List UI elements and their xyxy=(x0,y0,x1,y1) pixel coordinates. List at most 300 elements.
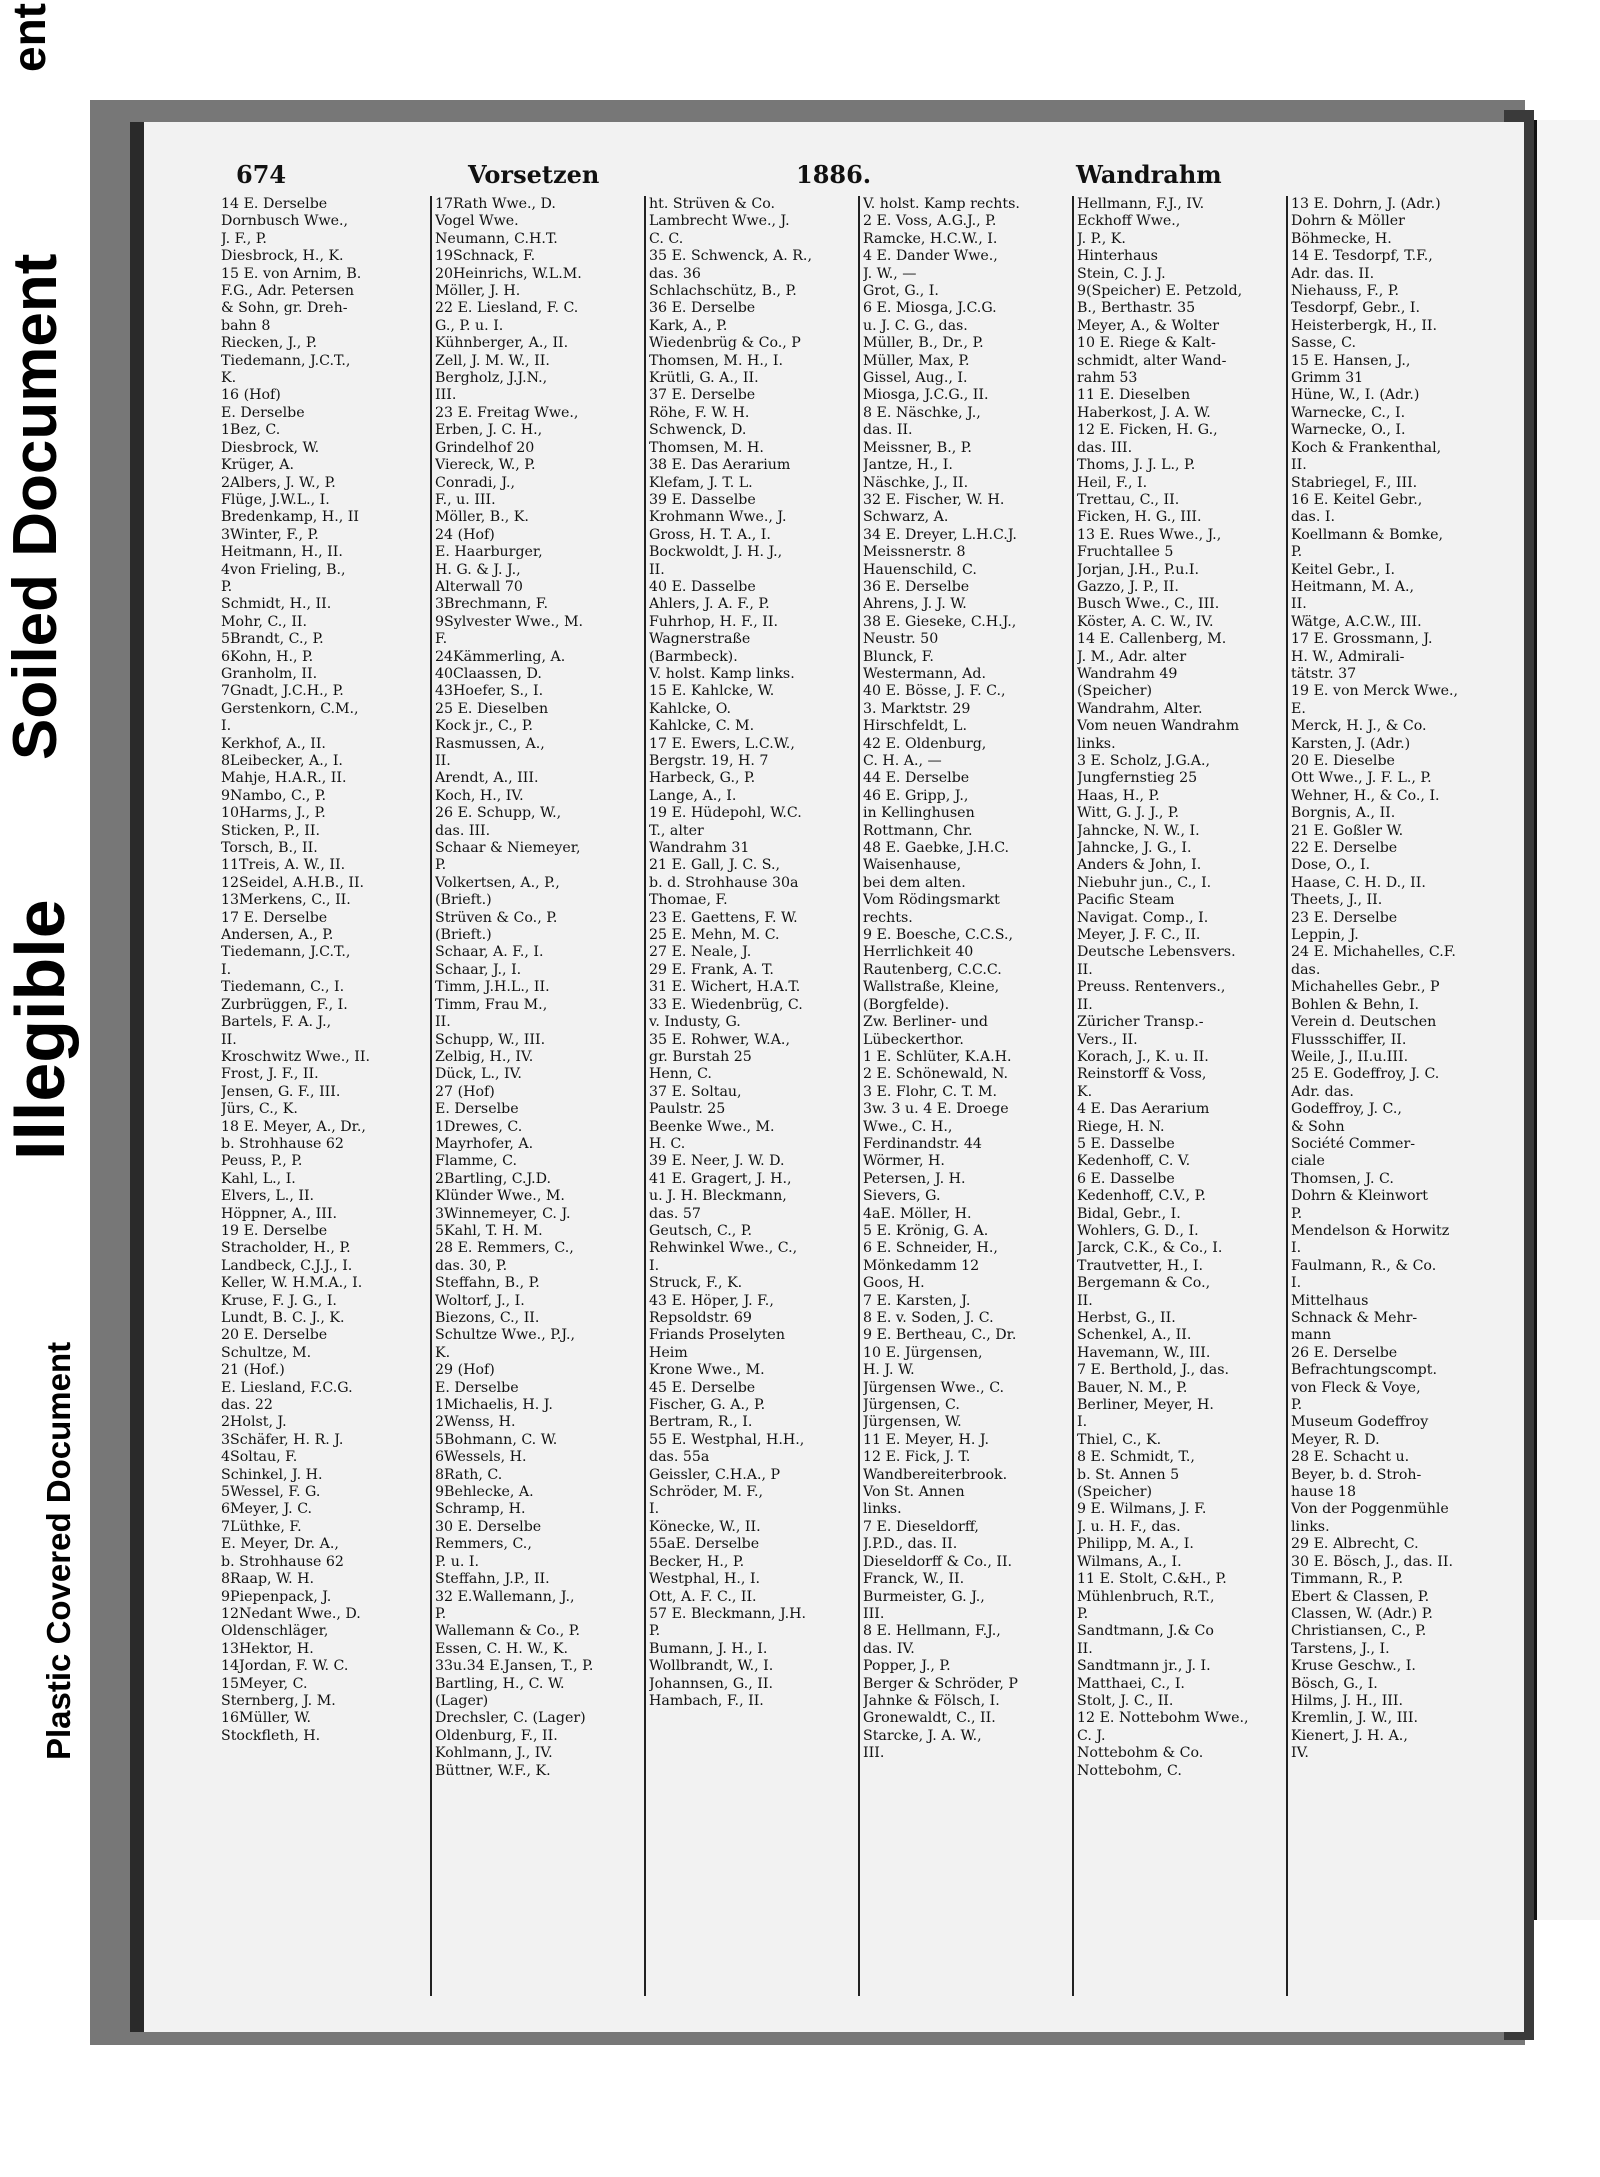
directory-entry: Drechsler, C. (Lager) xyxy=(435,1710,586,1727)
directory-entry: J. P., K. xyxy=(1077,230,1126,247)
directory-entry: 6Wessels, H. xyxy=(435,1449,527,1466)
directory-entry: bahn 8 xyxy=(221,317,271,334)
directory-entry: 7 E. Karsten, J. xyxy=(863,1292,971,1309)
directory-entry: Sasse, C. xyxy=(1291,335,1357,352)
directory-entry: Berger & Schröder, P xyxy=(863,1675,1018,1692)
directory-entry: 25 E. Godeffroy, J. C. xyxy=(1291,1066,1440,1083)
directory-entry: Bartels, F. A. J., xyxy=(221,1014,332,1031)
directory-entry: Grimm 31 xyxy=(1291,370,1364,387)
directory-entry: Kruse Geschw., I. xyxy=(1291,1658,1416,1675)
directory-entry: Blunck, F. xyxy=(863,648,934,665)
directory-entry: Kark, A., P. xyxy=(649,317,728,334)
directory-entry: 17Rath Wwe., D. xyxy=(435,196,556,212)
directory-entry: E. xyxy=(1291,700,1306,717)
directory-entry: P. xyxy=(1291,544,1303,561)
directory-entry: J.P.D., das. II. xyxy=(863,1536,958,1553)
directory-entry: Arendt, A., III. xyxy=(435,770,539,787)
directory-entry: Volkertsen, A., P., xyxy=(435,874,560,891)
directory-entry: 23 E. Derselbe xyxy=(1291,909,1398,926)
directory-entry: Fischer, G. A., P. xyxy=(649,1397,766,1414)
directory-entry: Fruchtallee 5 xyxy=(1077,544,1174,561)
directory-entry: Warnecke, C., I. xyxy=(1291,404,1406,421)
directory-entry: 11 E. Meyer, H. J. xyxy=(863,1431,990,1448)
column-3 xyxy=(646,196,860,1996)
directory-entry: E. Derselbe xyxy=(435,1101,519,1118)
directory-entry: 10Harms, J., P. xyxy=(221,805,326,822)
directory-entry: Krütli, G. A., II. xyxy=(649,370,759,387)
directory-entry: 14 E. Tesdorpf, T.F., xyxy=(1291,248,1433,265)
directory-entry: Schwenck, D. xyxy=(649,422,747,439)
directory-entry: 1 E. Schlüter, K.A.H. xyxy=(863,1048,1012,1065)
left-street-title: Vorsetzen xyxy=(468,160,600,189)
directory-entry: von Fleck & Voye, xyxy=(1291,1379,1421,1396)
directory-entry: Müller, Max, P. xyxy=(863,352,970,369)
directory-entry: P. u. I. xyxy=(435,1553,479,1570)
directory-entry: 8 E. v. Soden, J. C. xyxy=(863,1310,994,1326)
directory-entry: Popper, J., P. xyxy=(863,1658,951,1675)
directory-entry: 24 (Hof) xyxy=(435,526,495,543)
directory-entry: 7 E. Dieseldorff, xyxy=(863,1518,979,1535)
directory-entry: I. xyxy=(649,1257,660,1274)
directory-entry: Jürgensen Wwe., C. xyxy=(863,1379,1005,1396)
directory-entry: Hilms, J. H., III. xyxy=(1291,1692,1404,1709)
directory-entry: Müller, B., Dr., P. xyxy=(863,335,984,352)
directory-entry: Warnecke, O., I. xyxy=(1291,422,1406,439)
directory-entry: 40 E. Bösse, J. F. C., xyxy=(863,683,1006,700)
directory-entry: 34 E. Dreyer, L.H.C.J. xyxy=(863,526,1017,543)
directory-entry: E. Liesland, F.C.G. xyxy=(221,1379,353,1396)
directory-entry: 21 (Hof.) xyxy=(221,1362,285,1379)
directory-entry: Meyer, J. F. C., II. xyxy=(1077,927,1201,944)
directory-entry: Erben, J. C. H., xyxy=(435,422,543,439)
directory-entry: B., Berthastr. 35 xyxy=(1077,300,1196,317)
directory-entry: 8Rath, C. xyxy=(435,1466,503,1483)
directory-entry: Ott Wwe., J. F. L., P. xyxy=(1291,770,1432,787)
directory-entry: I. xyxy=(221,961,232,978)
directory-entry: 11 E. Stolt, C.&H., P. xyxy=(1077,1571,1227,1588)
directory-entry: 3 E. Flohr, C. T. M. xyxy=(863,1083,998,1100)
directory-entry: 43Hoefer, S., I. xyxy=(435,683,544,700)
directory-entry: Museum Godeffroy xyxy=(1291,1414,1429,1431)
directory-entry: Bohlen & Behn, I. xyxy=(1291,996,1420,1013)
directory-entry: b. d. Strohhause 30a xyxy=(649,874,799,891)
directory-entry: 3 E. Scholz, J.G.A., xyxy=(1077,753,1210,769)
column-1 xyxy=(218,196,432,1996)
directory-entry: Näschke, J., II. xyxy=(863,474,969,491)
directory-entry: Büttner, W.F., K. xyxy=(435,1762,551,1779)
directory-entry: Diesbrock, H., K. xyxy=(221,248,344,265)
directory-entry: III. xyxy=(863,1745,885,1762)
directory-entry: Tarstens, J., I. xyxy=(1291,1640,1390,1657)
directory-entry: Meissnerstr. 8 xyxy=(863,544,966,561)
directory-entry: Hüne, W., I. (Adr.) xyxy=(1291,387,1420,404)
directory-entry: Thoms, J. J. L., P. xyxy=(1077,457,1196,474)
directory-entry: II. xyxy=(1077,1292,1093,1309)
directory-entry: Lübeckerthor. xyxy=(863,1031,964,1048)
directory-entry: Thomsen, M. H. xyxy=(649,439,764,456)
directory-entry: 29 E. Albrecht, C. xyxy=(1291,1536,1419,1553)
directory-entry: Mendelson & Horwitz xyxy=(1291,1222,1450,1239)
directory-entry: Schupp, W., III. xyxy=(435,1031,546,1048)
directory-entry: 5 E. Krönig, G. A. xyxy=(863,1222,989,1239)
directory-entry: Oldenschläger, xyxy=(221,1623,329,1640)
directory-entry: Nottebohm, C. xyxy=(1077,1762,1182,1779)
directory-entry: Dornbusch Wwe., xyxy=(221,213,349,230)
directory-entry: Ahrens, J. J. W. xyxy=(863,596,967,613)
directory-entry: Frost, J. F., II. xyxy=(221,1066,319,1083)
directory-entry: 48 E. Gaebke, J.H.C. xyxy=(863,840,1010,857)
directory-entry: Struck, F., K. xyxy=(649,1275,743,1292)
directory-entry: u. J. H. Bleckmann, xyxy=(649,1188,787,1205)
column-2 xyxy=(432,196,646,1996)
directory-entry: 6 E. Dasselbe xyxy=(1077,1170,1175,1187)
directory-entry: 11Treis, A. W., II. xyxy=(221,857,346,874)
directory-entry: Jorjan, J.H., P.u.I. xyxy=(1077,561,1199,578)
right-street-title: Wandrahm xyxy=(1076,160,1222,189)
directory-entry: das. III. xyxy=(435,822,491,839)
directory-entry: 4 E. Das Aerarium xyxy=(1077,1101,1210,1118)
directory-entry: C. C. xyxy=(649,230,684,247)
directory-entry: Vom neuen Wandrahm xyxy=(1077,718,1240,735)
directory-entry: Schnack & Mehr- xyxy=(1291,1310,1418,1326)
directory-entry: (Speicher) xyxy=(1077,683,1153,700)
directory-entry: 19 E. Hüdepohl, W.C. xyxy=(649,805,802,822)
directory-entry: Thomsen, M. H., I. xyxy=(649,352,783,369)
column-5 xyxy=(1074,196,1288,1996)
directory-entry: Waisenhause, xyxy=(863,857,962,874)
directory-entry: Thomsen, J. C. xyxy=(1291,1170,1394,1187)
directory-entry: Preuss. Rentenvers., xyxy=(1077,979,1226,996)
directory-entry: Westphal, H., I. xyxy=(649,1571,761,1588)
directory-entry: 9 E. Bertheau, C., Dr. xyxy=(863,1327,1017,1344)
directory-entry: Wohlers, G. D., I. xyxy=(1077,1222,1199,1239)
directory-entry: Kedenhoff, C. V. xyxy=(1077,1153,1191,1170)
directory-entry: Johannsen, G., II. xyxy=(649,1675,774,1692)
directory-entry: Mayrhofer, A. xyxy=(435,1135,534,1152)
directory-entry: Hauenschild, C. xyxy=(863,561,977,578)
directory-entry: das. II. xyxy=(863,422,913,439)
directory-entry: Bertram, R., I. xyxy=(649,1414,753,1431)
directory-entry: 40Claassen, D. xyxy=(435,665,542,682)
directory-entry: Reinstorff & Voss, xyxy=(1077,1066,1207,1083)
directory-entry: Neumann, C.H.T. xyxy=(435,230,558,247)
directory-entry: Tiedemann, J.C.T., xyxy=(221,944,351,961)
directory-entry: Alterwall 70 xyxy=(435,578,523,595)
directory-entry: J. u. H. F., das. xyxy=(1077,1518,1181,1535)
directory-entry: Witt, G. J. J., P. xyxy=(1077,805,1180,822)
directory-entry: Timmann, R., P. xyxy=(1291,1571,1404,1588)
directory-entry: 21 E. Goßler W. xyxy=(1291,822,1404,839)
directory-entry: 9Behlecke, A. xyxy=(435,1484,534,1501)
directory-entry: Bartling, H., C. W. xyxy=(435,1675,565,1692)
directory-entry: Andersen, A., P. xyxy=(221,927,334,944)
directory-entry: Pacific Steam xyxy=(1077,892,1175,909)
directory-entry: Schwarz, A. xyxy=(863,509,949,526)
directory-entry: 11 E. Dieselben xyxy=(1077,387,1191,404)
directory-entry: Société Commer- xyxy=(1291,1135,1416,1152)
directory-entry: Ahlers, J. A. F., P. xyxy=(649,596,770,613)
directory-entry: 9Nambo, C., P. xyxy=(221,787,327,804)
directory-entry: 43 E. Höper, J. F., xyxy=(649,1292,774,1309)
directory-entry: Zelbig, H., IV. xyxy=(435,1048,534,1065)
directory-entry: 28 E. Remmers, C., xyxy=(435,1240,574,1257)
directory-entry: 23 E. Freitag Wwe., xyxy=(435,404,579,421)
column-6 xyxy=(1288,196,1502,1996)
directory-entry: Jürgensen, W. xyxy=(863,1414,962,1431)
directory-entry: 12Seidel, A.H.B., II. xyxy=(221,874,365,891)
directory-entry: 4aE. Möller, H. xyxy=(863,1205,972,1222)
directory-entry: Schlachschütz, B., P. xyxy=(649,283,797,300)
directory-entry: 2 E. Schönewald, N. xyxy=(863,1066,1009,1083)
directory-entry: II. xyxy=(1077,996,1093,1013)
directory-entry: 28 E. Schacht u. xyxy=(1291,1449,1410,1466)
directory-entry: hause 18 xyxy=(1291,1484,1356,1501)
directory-entry: Vom Rödingsmarkt xyxy=(863,892,1000,909)
directory-entry: Busch Wwe., C., III. xyxy=(1077,596,1220,613)
directory-entry: Trautvetter, H., I. xyxy=(1077,1257,1204,1274)
directory-entry: Schramp, H. xyxy=(435,1501,526,1518)
directory-entry: Wagnerstraße xyxy=(649,631,751,648)
directory-entry: Stabriegel, F., III. xyxy=(1291,474,1418,491)
directory-entry: Befrachtungscompt. xyxy=(1291,1362,1437,1379)
directory-entry: II. xyxy=(435,753,451,769)
directory-entry: Oldenburg, F., II. xyxy=(435,1727,558,1744)
directory-entry: 16Müller, W. xyxy=(221,1710,312,1727)
directory-entry: 26 E. Derselbe xyxy=(1291,1344,1398,1361)
directory-entry: Torsch, B., II. xyxy=(221,840,318,857)
directory-entry: Von St. Annen xyxy=(863,1484,965,1501)
directory-entry: Heil, F., I. xyxy=(1077,474,1148,491)
directory-entry: b. Strohhause 62 xyxy=(221,1135,344,1152)
directory-entry: Theets, J., II. xyxy=(1291,892,1383,909)
directory-entry: das. 22 xyxy=(221,1397,273,1414)
directory-entry: b. St. Annen 5 xyxy=(1077,1466,1180,1483)
directory-entry: Bergemann & Co., xyxy=(1077,1275,1211,1292)
directory-entry: 3Winter, F., P. xyxy=(221,526,319,543)
directory-entry: 3. Marktstr. 29 xyxy=(863,700,971,717)
directory-entry: Zw. Berliner- und xyxy=(863,1014,988,1031)
stamp-plastic-covered-document: Plastic Covered Document xyxy=(40,1341,77,1760)
directory-entry: 6Meyer, J. C. xyxy=(221,1501,313,1518)
directory-entry: das. III. xyxy=(1077,439,1133,456)
directory-entry: Kühnberger, A., II. xyxy=(435,335,569,352)
directory-entry: I. xyxy=(1077,1414,1088,1431)
directory-entry: Kruse, F. J. G., I. xyxy=(221,1292,337,1309)
directory-entry: J. M., Adr. alter xyxy=(1077,648,1187,665)
directory-entry: Meyer, R. D. xyxy=(1291,1431,1380,1448)
directory-entry: Meissner, B., P. xyxy=(863,439,972,456)
directory-entry: (Brieft.) xyxy=(435,892,492,909)
directory-entry: 44 E. Derselbe xyxy=(863,770,970,787)
directory-entry: Ficken, H. G., III. xyxy=(1077,509,1202,526)
directory-entry: 6Kohn, H., P. xyxy=(221,648,314,665)
directory-entry: Dohrn & Kleinwort xyxy=(1291,1188,1428,1205)
directory-entry: 2Bartling, C.J.D. xyxy=(435,1170,552,1187)
directory-entry: Wätge, A.C.W., III. xyxy=(1291,613,1422,630)
directory-entry: Riege, H. N. xyxy=(1077,1118,1165,1135)
stamp-partial: ent xyxy=(3,3,55,72)
directory-entry: das. xyxy=(1291,961,1321,978)
directory-entry: Schinkel, J. H. xyxy=(221,1466,323,1483)
directory-entry: Vogel Wwe. xyxy=(435,213,519,230)
directory-entry: Dück, L., IV. xyxy=(435,1066,522,1083)
directory-entry: Koch, H., IV. xyxy=(435,787,524,804)
directory-entry: Gissel, Aug., I. xyxy=(863,370,968,387)
directory-entry: II. xyxy=(649,561,665,578)
directory-entry: Grot, G., I. xyxy=(863,283,939,300)
directory-entry: Elvers, L., II. xyxy=(221,1188,315,1205)
directory-entry: 15 E. Kahlcke, W. xyxy=(649,683,775,700)
directory-entry: 13 E. Dohrn, J. (Adr.) xyxy=(1291,196,1441,212)
directory-entry: Friands Proselyten xyxy=(649,1327,785,1344)
directory-entry: tätstr. 37 xyxy=(1291,665,1357,682)
directory-entry: 9 E. Wilmans, J. F. xyxy=(1077,1501,1207,1518)
directory-entry: Rautenberg, C.C.C. xyxy=(863,961,1002,978)
directory-entry: 57 E. Bleckmann, J.H. xyxy=(649,1605,807,1622)
directory-entry: Fuhrhop, H. F., II. xyxy=(649,613,778,630)
directory-entry: Riecken, J., P. xyxy=(221,335,318,352)
directory-entry: Mittelhaus xyxy=(1291,1292,1369,1309)
directory-entry: Niebuhr jun., C., I. xyxy=(1077,874,1212,891)
directory-entry: Woltorf, J., I. xyxy=(435,1292,525,1309)
directory-entry: II. xyxy=(1077,961,1093,978)
directory-entry: 3Brechmann, F. xyxy=(435,596,549,613)
directory-entry: I. xyxy=(649,1501,660,1518)
directory-entry: das. 57 xyxy=(649,1205,701,1222)
directory-entry: II. xyxy=(221,1031,237,1048)
directory-entry: P. xyxy=(221,578,233,595)
directory-entry: Christiansen, C., P. xyxy=(1291,1623,1427,1640)
directory-entry: 10 E. Riege & Kalt- xyxy=(1077,335,1216,352)
facing-page xyxy=(1534,120,1600,1920)
directory-entry: Jungfernstieg 25 xyxy=(1077,770,1198,787)
directory-entry: Hirschfeldt, L. xyxy=(863,718,967,735)
directory-entry: Remmers, C., xyxy=(435,1536,532,1553)
directory-entry: Eckhoff Wwe., xyxy=(1077,213,1181,230)
directory-entry: Wwe., C. H., xyxy=(863,1118,953,1135)
directory-entry: E. Meyer, Dr. A., xyxy=(221,1536,339,1553)
directory-entry: Ebert & Classen, P. xyxy=(1291,1588,1430,1605)
directory-entry: 23 E. Gaettens, F. W. xyxy=(649,909,798,926)
directory-entry: IV. xyxy=(1291,1745,1309,1762)
page-number: 674 xyxy=(236,160,287,189)
directory-entry: G., P. u. I. xyxy=(435,317,504,334)
directory-entry: Bergholz, J.J.N., xyxy=(435,370,548,387)
directory-entry: rechts. xyxy=(863,909,913,926)
directory-entry: Vers., II. xyxy=(1077,1031,1138,1048)
directory-entry: b. Strohhause 62 xyxy=(221,1553,344,1570)
directory-entry: C. J. xyxy=(1077,1727,1106,1744)
directory-entry: Granholm, II. xyxy=(221,665,318,682)
directory-entry: 5Brandt, C., P. xyxy=(221,631,324,648)
directory-entry: Berliner, Meyer, H. xyxy=(1077,1397,1214,1414)
directory-entry: Franck, W., II. xyxy=(863,1571,965,1588)
directory-entry: 42 E. Oldenburg, xyxy=(863,735,987,752)
directory-entry: Ferdinandstr. 44 xyxy=(863,1135,982,1152)
directory-entry: Keitel Gebr., I. xyxy=(1291,561,1395,578)
directory-entry: Wilmans, A., I. xyxy=(1077,1553,1182,1570)
directory-entry: Bredenkamp, H., II xyxy=(221,509,359,526)
directory-entry: E. Derselbe xyxy=(435,1379,519,1396)
directory-entry: Merck, H. J., & Co. xyxy=(1291,718,1427,735)
directory-entry: 3Schäfer, H. R. J. xyxy=(221,1431,344,1448)
directory-entry: Deutsche Lebensvers. xyxy=(1077,944,1236,961)
directory-entry: Sticken, P., II. xyxy=(221,822,320,839)
directory-entry: Gross, H. T. A., I. xyxy=(649,526,771,543)
directory-entry: Schmidt, H., II. xyxy=(221,596,332,613)
directory-entry: Steffahn, J.P., II. xyxy=(435,1571,550,1588)
directory-entry: 26 E. Schupp, W., xyxy=(435,805,562,822)
directory-entry: 2 E. Voss, A.G.J., P. xyxy=(863,213,997,230)
directory-entry: 2Wenss, H. xyxy=(435,1414,516,1431)
directory-entry: Michahelles Gebr., P xyxy=(1291,979,1440,996)
directory-entry: 15Meyer, C. xyxy=(221,1675,308,1692)
directory-entry: 16 E. Keitel Gebr., xyxy=(1291,491,1423,508)
directory-entry: 33 E. Wiedenbrüg, C. xyxy=(649,996,803,1013)
directory-entry: 8 E. Schmidt, T., xyxy=(1077,1449,1195,1466)
directory-entry: & Sohn, gr. Dreh- xyxy=(221,300,348,317)
directory-entry: Westermann, Ad. xyxy=(863,665,987,682)
directory-entry: Biezons, C., II. xyxy=(435,1310,540,1326)
directory-entry: Jahnke & Fölsch, I. xyxy=(863,1692,1000,1709)
directory-entry: Kroschwitz Wwe., II. xyxy=(221,1048,371,1065)
directory-entry: Wandrahm 49 xyxy=(1077,665,1178,682)
directory-entry: P. xyxy=(1291,1205,1303,1222)
directory-entry: 1Bez, C. xyxy=(221,422,281,439)
directory-entry: Landbeck, C.J.J., I. xyxy=(221,1257,353,1274)
directory-entry: Anders & John, I. xyxy=(1077,857,1202,874)
directory-entry: P. xyxy=(1291,1397,1303,1414)
directory-entry: (Borgfelde). xyxy=(863,996,950,1013)
directory-entry: K. xyxy=(435,1344,451,1361)
directory-entry: Jürgensen, C. xyxy=(863,1397,960,1414)
directory-entry: Lundt, B. C. J., K. xyxy=(221,1310,345,1326)
directory-entry: 1Drewes, C. xyxy=(435,1118,523,1135)
directory-entry: Krone Wwe., M. xyxy=(649,1362,765,1379)
directory-entry: Dose, O., I. xyxy=(1291,857,1371,874)
directory-entry: Peuss, P., P. xyxy=(221,1153,303,1170)
directory-entry: P. xyxy=(435,1605,447,1622)
directory-entry: 46 E. Gripp, J., xyxy=(863,787,969,804)
directory-entry: Röhe, F. W. H. xyxy=(649,404,750,421)
directory-entry: Klünder Wwe., M. xyxy=(435,1188,565,1205)
directory-entry: 36 E. Derselbe xyxy=(649,300,756,317)
directory-entry: Beenke Wwe., M. xyxy=(649,1118,775,1135)
directory-entry: das. 36 xyxy=(649,265,701,282)
directory-entry: Mohr, C., II. xyxy=(221,613,308,630)
directory-entry: Hinterhaus xyxy=(1077,248,1158,265)
directory-entry: ht. Strüven & Co. xyxy=(649,196,776,212)
directory-entry: Jensen, G. F., III. xyxy=(221,1083,341,1100)
directory-entry: 17 E. Derselbe xyxy=(221,909,328,926)
directory-entry: links. xyxy=(1291,1518,1330,1535)
directory-entry: Goos, H. xyxy=(863,1275,925,1292)
directory-entry: Kohlmann, J., IV. xyxy=(435,1745,553,1762)
directory-entry: P. xyxy=(649,1623,661,1640)
directory-entry: H. G. & J. J., xyxy=(435,561,521,578)
directory-entry: 32 E.Wallemann, J., xyxy=(435,1588,575,1605)
directory-entry: bei dem alten. xyxy=(863,874,966,891)
directory-entry: 7 E. Berthold, J., das. xyxy=(1077,1362,1229,1379)
directory-entry: Höppner, A., III. xyxy=(221,1205,337,1222)
directory-entry: Dieseldorff & Co., II. xyxy=(863,1553,1013,1570)
directory-entry: Repsoldstr. 69 xyxy=(649,1310,752,1326)
directory-entry: Schaar, J., I. xyxy=(435,961,522,978)
directory-entry: Kahl, L., I. xyxy=(221,1170,296,1187)
directory-entry: Möller, J. H. xyxy=(435,283,521,300)
directory-entry: Bergstr. 19, H. 7 xyxy=(649,753,769,769)
directory-entry: Ramcke, H.C.W., I. xyxy=(863,230,998,247)
